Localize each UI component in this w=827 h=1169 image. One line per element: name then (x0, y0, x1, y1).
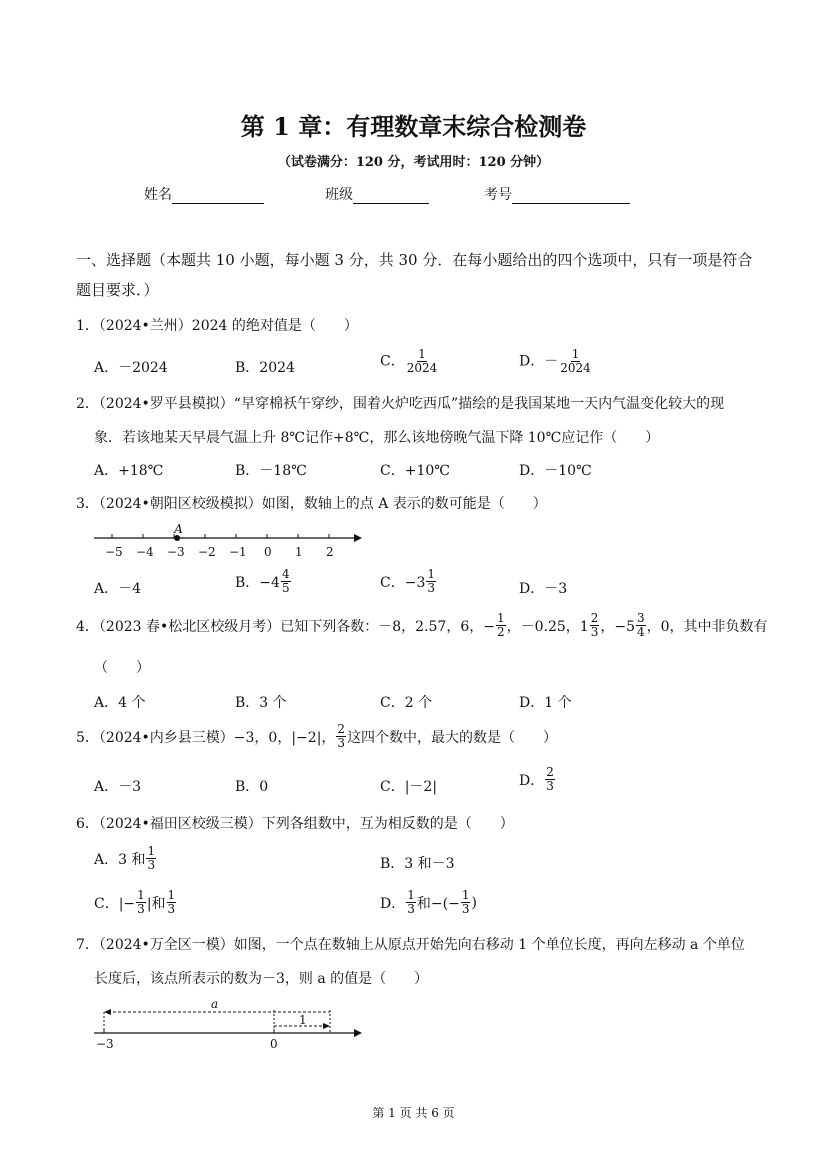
q3-tick-label: 1 (295, 545, 303, 559)
q1-option-b[interactable]: B．2024 (235, 360, 295, 376)
q6-option-d[interactable]: D． $\frac{1}{3}$ 和−(− $\frac{1}{3}$ ) (380, 888, 477, 916)
q7-axis-arrow (354, 1029, 362, 1037)
class-blank[interactable] (353, 187, 429, 204)
q1-option-d-label: D．－ (519, 353, 559, 370)
q1-option-a[interactable]: A．－2024 (94, 360, 168, 376)
page-title: 第 1 章：有理数章末综合检测卷 (240, 112, 587, 141)
q3-axis-arrow (354, 534, 362, 542)
q6-option-a[interactable] (94, 845, 157, 872)
q7-tick-neg3-label: −3 (96, 1037, 114, 1051)
q6-option-a-label: A．3 和 (94, 851, 146, 868)
q6-stem: 6．（2024•福田区校级三模）下列各组数中，互为相反数的是（ ） (76, 816, 514, 832)
q3-option-b[interactable] (235, 568, 292, 595)
q1-option-d[interactable] (519, 348, 593, 375)
q5-option-d-fraction: $\frac{2}{3}$ (546, 765, 554, 793)
q7-stem-line2: 长度后，该点所表示的数为－3，则 a 的值是（ ） (94, 971, 429, 987)
q7-stem-line1: 7．（2024•万全区一模）如图，一个点在数轴上从原点开始先向右移动 1 个单位长度，再向左移动 a 个单位 (76, 937, 745, 953)
q1-option-c[interactable] (380, 348, 439, 375)
q6-option-d-label: D． (380, 895, 406, 912)
name-blank[interactable] (172, 187, 264, 204)
q2-stem-line2: 象．若该地某天早晨气温上升 8℃记作+8℃，那么该地傍晚气温下降 10℃应记作（ ） (94, 430, 660, 446)
q6-option-b[interactable]: B．3 和－3 (380, 856, 455, 872)
q4-option-a[interactable]: A．4 个 (94, 695, 146, 711)
q7-move-left-arrowhead (104, 1009, 111, 1015)
q7-number-line-diagram (86, 996, 368, 1052)
q6-option-c-label: C．|− (94, 895, 136, 912)
q3-number-line (86, 518, 366, 564)
q1-option-d-fraction: $\frac{1}{2024}$ (560, 347, 591, 375)
q3-tick-label: −3 (167, 545, 185, 559)
q5-option-a[interactable]: A．－3 (94, 779, 142, 795)
number-label: 考号 (484, 187, 512, 203)
q7-move-right-arrowhead (323, 1023, 330, 1029)
q3-tick-label: −2 (198, 545, 216, 559)
section-heading: 一、选择题（本题共 10 小题，每小题 3 分，共 30 分．在每小题给出的四个选项中，只有一项是符合题目要求．） (76, 251, 753, 299)
q3-option-b-fraction: $\frac{4}{5}$ (281, 567, 290, 595)
q2-stem-line1: 2．（2024•罗平县模拟）“早穿棉袄午穿纱，围着火炉吃西瓜”描绘的是我国某地一天内气温变化较大的现 (76, 396, 725, 412)
q5-option-d-label: D． (519, 772, 545, 789)
q1-option-c-fraction: $\frac{1}{2024}$ (406, 347, 438, 375)
q2-option-d[interactable]: D．－10℃ (519, 463, 592, 479)
page-footer: 第 1 页 共 6 页 (372, 1106, 455, 1120)
q3-option-b-label: B．−4 (235, 574, 280, 591)
q7-label-a: a (211, 997, 219, 1011)
number-blank[interactable] (512, 187, 630, 204)
q6-option-a-fraction: $\frac{1}{3}$ (147, 844, 156, 872)
q3-tick-label: 2 (326, 545, 334, 559)
class-field (325, 184, 429, 204)
q5-fraction: $\frac{2}{3}$ (337, 722, 346, 750)
q3-tick-label: −4 (136, 545, 154, 559)
q3-option-c-label: C．−3 (380, 574, 426, 591)
number-field (484, 184, 630, 204)
q4-fraction-three-quarters: $\frac{3}{4}$ (636, 611, 645, 639)
q6-option-c[interactable]: C．|− $\frac{1}{3}$ |和 $\frac{1}{3}$ (94, 888, 176, 916)
q4-option-d[interactable]: D．1 个 (519, 695, 572, 711)
class-label: 班级 (325, 187, 353, 203)
q3-option-a[interactable]: A．－4 (94, 581, 142, 597)
q3-tick-label: −5 (105, 545, 123, 559)
q5-stem: 5．（2024•内乡县三模）−3，0，|−2|， $\frac{2}{3}$ 这四个数中，最大的数是（ ） (76, 722, 558, 750)
q4-fraction-half: $\frac{1}{2}$ (496, 611, 505, 639)
q4-fraction-two-thirds: $\frac{2}{3}$ (590, 611, 599, 639)
q4-stem-line2: （ ） (94, 660, 150, 676)
q3-tick-label: 0 (264, 545, 272, 559)
name-field (144, 184, 264, 204)
name-label: 姓名 (144, 187, 172, 203)
exam-info: （试卷满分：120 分，考试用时：120 分钟） (277, 155, 550, 170)
q7-label-1: 1 (299, 1013, 307, 1027)
q3-option-c[interactable] (380, 568, 437, 595)
q5-option-b[interactable]: B．0 (235, 779, 269, 795)
q3-stem: 3．（2024•朝阳区校级模拟）如图，数轴上的点 A 表示的数可能是（ ） (76, 496, 547, 512)
q1-stem: 1．（2024•兰州）2024 的绝对值是（ ） (76, 318, 358, 334)
q2-option-c[interactable]: C．+10℃ (380, 463, 450, 479)
q2-option-b[interactable]: B．－18℃ (235, 463, 307, 479)
q4-option-b[interactable]: B．3 个 (235, 695, 287, 711)
q3-option-d[interactable]: D．－3 (519, 581, 568, 597)
q3-option-c-fraction: $\frac{1}{3}$ (427, 567, 435, 595)
q7-tick-0-label: 0 (270, 1037, 278, 1051)
q5-option-c[interactable]: C．|－2| (380, 779, 438, 795)
q3-tick-label: −1 (229, 545, 247, 559)
q4-stem-line1: 4．（2023 春•松北区校级月考）已知下列各数：－8，2.57，6，− $\frac{1}{2}$ ，－0.25，1 $\frac{2}{3}$ ，−5 $\frac{3}{4}$ ，0，其中非负数有 (76, 611, 768, 639)
q5-option-d[interactable] (519, 766, 556, 793)
q1-option-c-label: C． (380, 353, 405, 370)
q4-option-c[interactable]: C．2 个 (380, 695, 433, 711)
q3-point-a-label: A (174, 522, 183, 536)
q2-option-a[interactable]: A．+18℃ (94, 463, 164, 479)
